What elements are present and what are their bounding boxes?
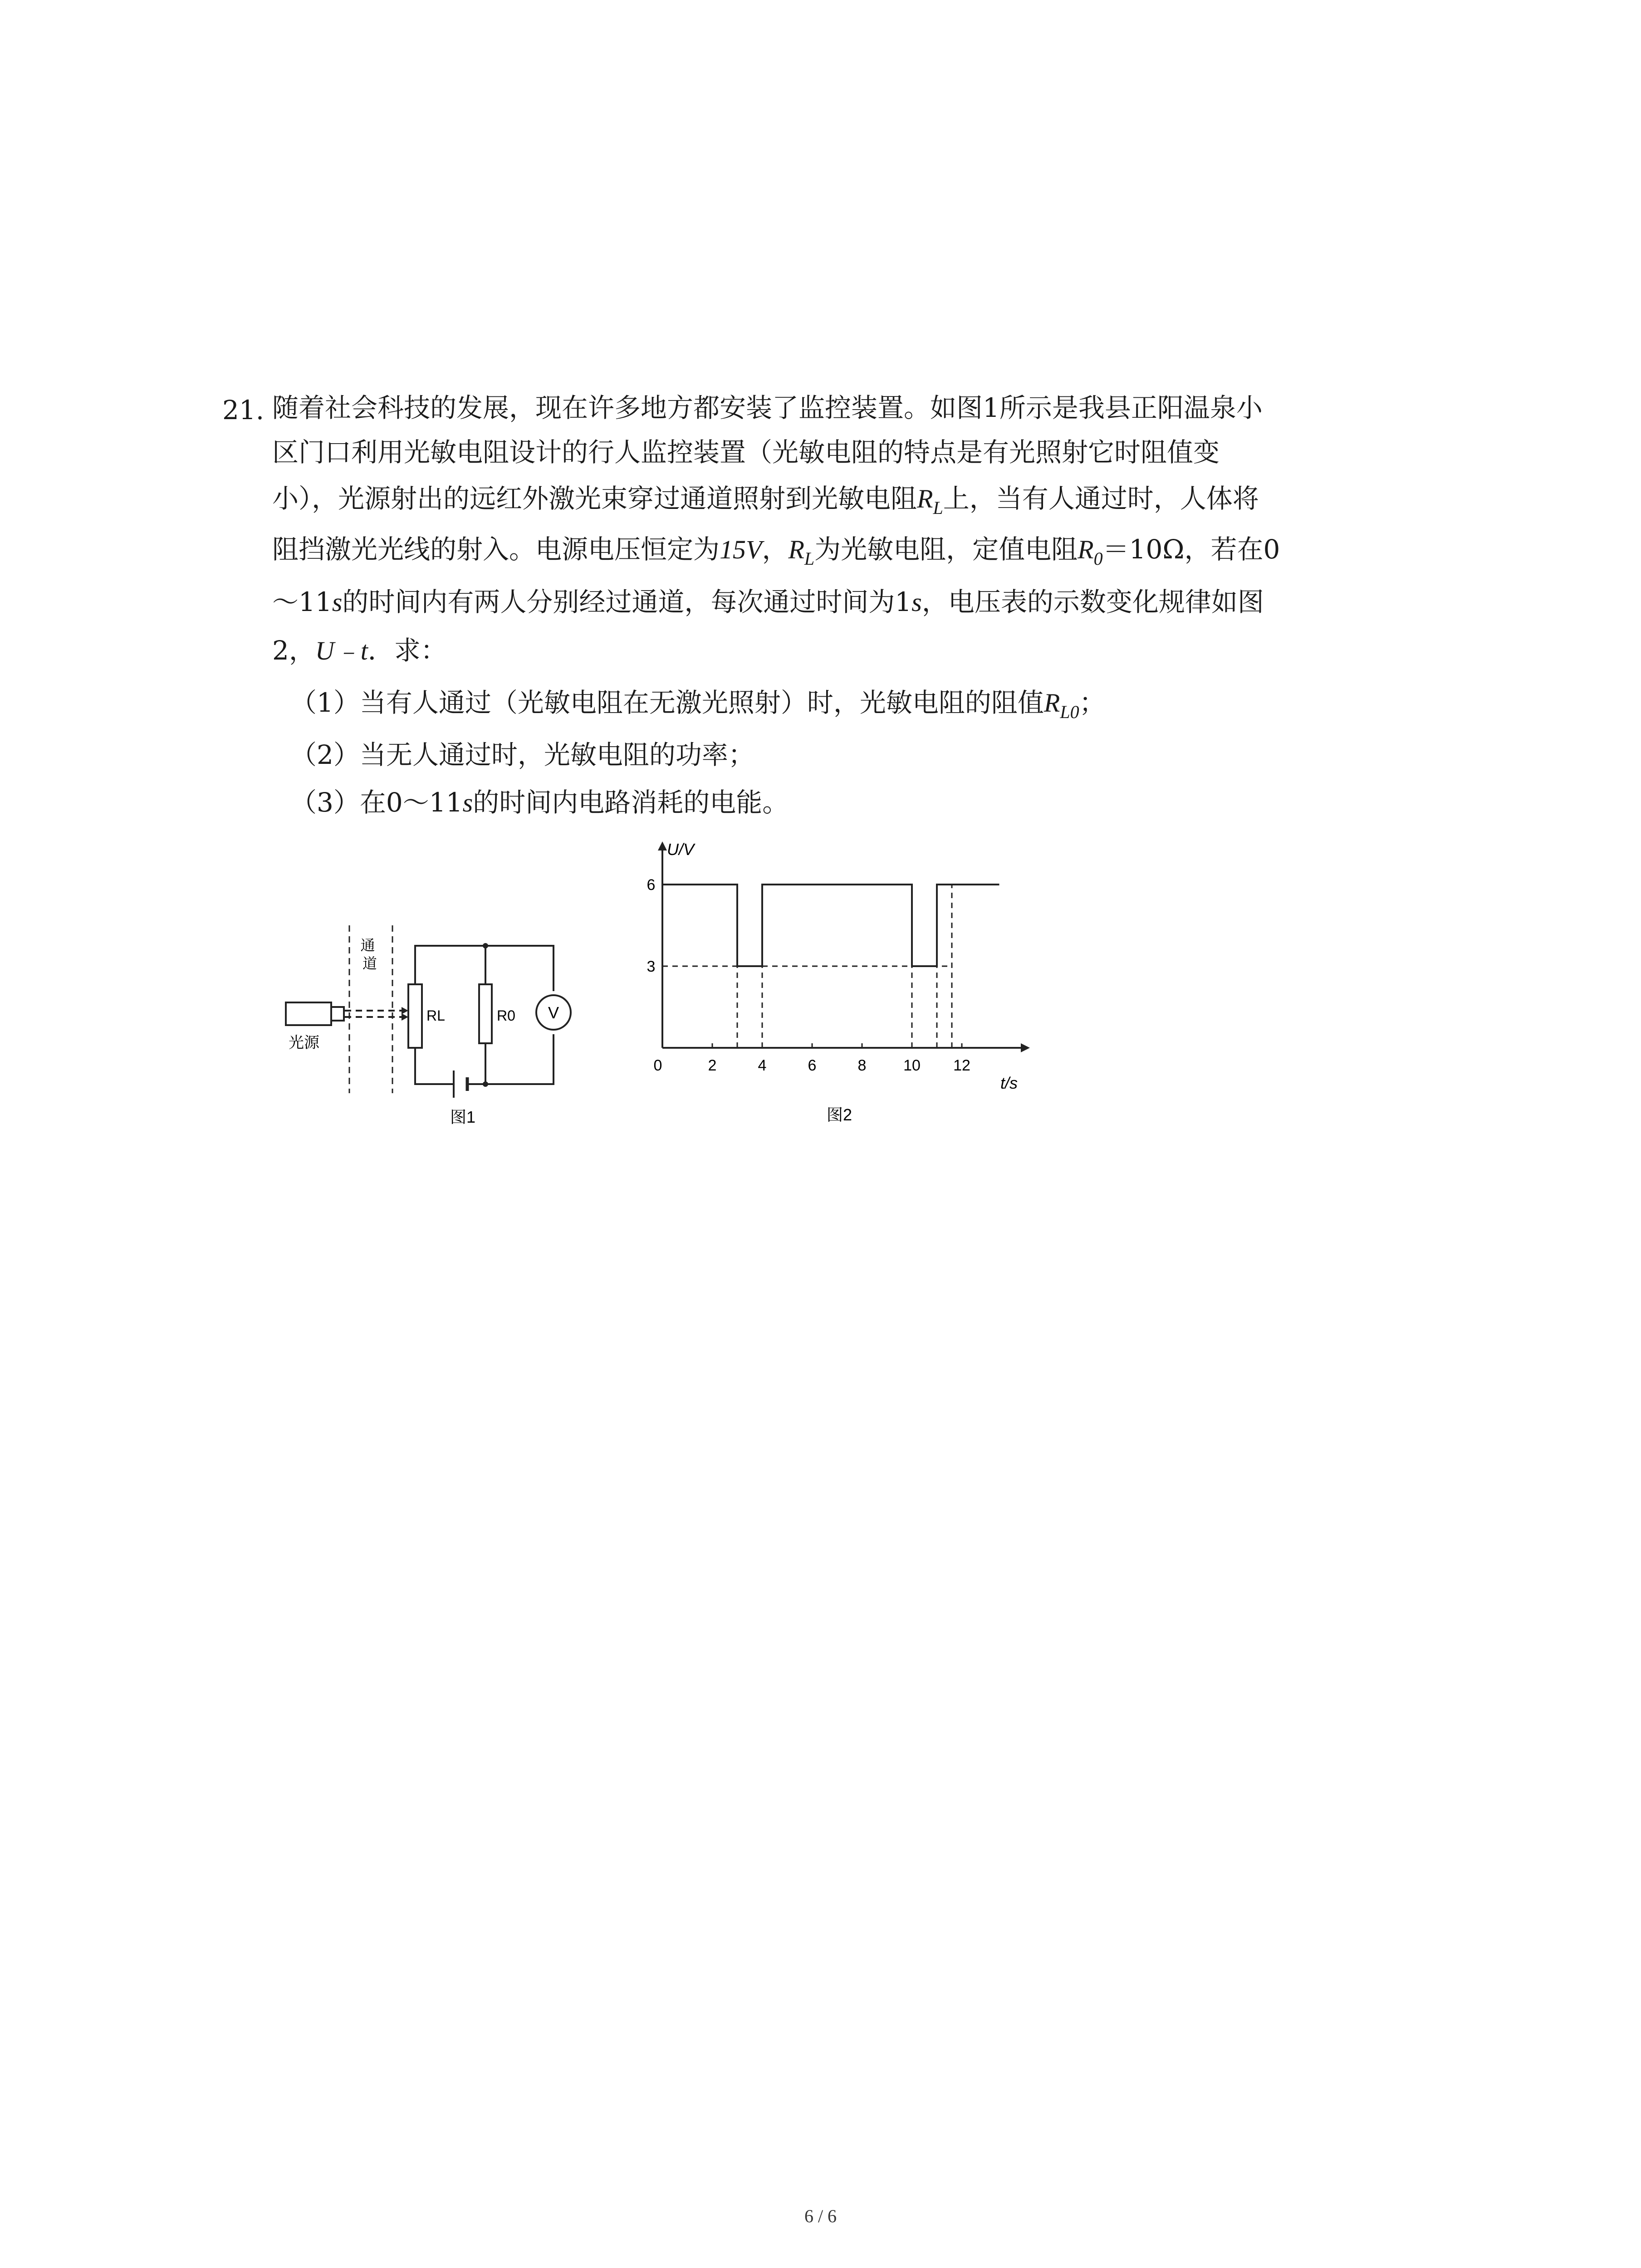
chart-x-tick-label: 10 <box>903 1057 921 1074</box>
chart-x-tick-label: 12 <box>953 1057 970 1074</box>
subscript-l-2: L <box>804 548 815 569</box>
line-5-text-a: ～11 <box>272 587 332 617</box>
figure-1-caption: 图1 <box>450 1108 476 1125</box>
line-6-text-c: ．求： <box>367 635 447 666</box>
chart-x-tick-label: 8 <box>857 1057 867 1074</box>
figure-1-circuit <box>281 835 599 1125</box>
sub-question-3 <box>290 789 789 816</box>
chart-y-axis-arrow <box>658 841 667 850</box>
resistor-r0 <box>479 984 492 1043</box>
circuit-wire-bottom-left <box>415 1048 454 1084</box>
beam-arrowhead-1 <box>402 1007 408 1014</box>
light-source-label: 光源 <box>289 1034 319 1051</box>
sub-question-2 <box>290 739 754 770</box>
line-5-text-c: ，电压表的示数变化规律如图 <box>921 587 1264 617</box>
question-line-3 <box>272 485 1259 517</box>
channel-label <box>361 937 379 972</box>
sub-question-1-text: （1）当有人通过（光敏电阻在无激光照射）时，光敏电阻的阻值 <box>290 687 1044 718</box>
chart-y-tick-label: 3 <box>647 958 656 975</box>
beam-arrowhead-2 <box>402 1013 408 1021</box>
page-footer: 6 / 6 <box>804 2206 837 2226</box>
line-3-text-b: 上，当有人通过时，人体将 <box>943 483 1259 514</box>
sub-question-1-end: ； <box>1079 687 1106 718</box>
chart-series-line <box>662 885 999 966</box>
light-source-lens <box>331 1007 344 1021</box>
symbol-r: R <box>917 484 933 513</box>
voltmeter-label: V <box>548 1003 559 1022</box>
resistor-rl-label: RL <box>426 1007 445 1024</box>
question-line-6 <box>272 637 447 664</box>
question-number: 21. <box>222 395 265 425</box>
sub-question-3-text-b: 的时间内电路消耗的电能。 <box>473 787 789 818</box>
question-line-2 <box>272 437 1220 468</box>
chart-x-tick-label: 2 <box>708 1057 717 1074</box>
subscript-l: L <box>933 498 943 518</box>
u-t-symbol: U﹣t <box>315 636 368 665</box>
sub-question-1 <box>290 689 1106 721</box>
subscript-0: 0 <box>1093 548 1103 569</box>
resistor-rl <box>408 984 422 1048</box>
line-4-text-a: 阻挡激光光线的射入。电源电压恒定为 <box>272 534 720 565</box>
unit-s-2: s <box>911 587 922 617</box>
figure-2-caption: 图2 <box>826 1105 852 1124</box>
line-4-comma: ， <box>762 534 789 565</box>
figure-2-chart <box>635 835 1043 1125</box>
sub-question-3-text-a: （3）在0～11 <box>290 787 463 818</box>
question-line-1 <box>272 392 1263 423</box>
line-5-text-b: 的时间内有两人分别经过通道，每次通过时间为1 <box>342 587 912 617</box>
junction-bottom <box>483 1081 488 1087</box>
chart-x-tick-label: 4 <box>758 1057 767 1074</box>
light-source-box <box>286 1002 331 1025</box>
chart-y-axis-label: U/V <box>667 840 695 859</box>
symbol-r-3: R <box>1078 535 1094 564</box>
line-2-text: 区门口利用光敏电阻设计的行人监控装置（光敏电阻的特点是有光照射它时阻值变 <box>272 437 1220 468</box>
line-3-text-a: 小），光源射出的远红外激光束穿过通道照射到光敏电阻 <box>272 483 917 514</box>
symbol-r-4: R <box>1043 688 1060 718</box>
unit-s-3: s <box>462 788 473 817</box>
line-4-text-d: ＝10Ω，若在0 <box>1102 534 1280 565</box>
sub-question-2-text: （2）当无人通过时，光敏电阻的功率； <box>290 739 754 770</box>
chart-x-axis-arrow <box>1021 1043 1030 1052</box>
question-line-4 <box>272 536 1280 568</box>
junction-top <box>483 943 488 948</box>
symbol-r-2: R <box>788 535 804 564</box>
chart-x-tick-label: 6 <box>808 1057 817 1074</box>
unit-s: s <box>332 587 343 617</box>
line-6-text-a: 2， <box>272 635 315 666</box>
voltage-value: 15V <box>720 535 762 564</box>
subscript-l0: L0 <box>1060 702 1079 722</box>
chart-x-tick-label: 0 <box>653 1057 662 1074</box>
channel-label-char-2: 道 <box>362 955 377 972</box>
channel-label-char-1: 通 <box>360 937 375 953</box>
chart-y-tick-label: 6 <box>647 876 656 894</box>
line-1-text: 随着社会科技的发展，现在许多地方都安装了监控装置。如图1所示是我县正阳温泉小 <box>272 392 1263 423</box>
question-line-5 <box>272 589 1264 616</box>
figures-area <box>281 835 1043 1125</box>
resistor-r0-label: R0 <box>497 1007 515 1024</box>
line-4-text-c: 为光敏电阻，定值电阻 <box>814 534 1078 565</box>
chart-x-axis-label: t/s <box>1000 1074 1018 1092</box>
